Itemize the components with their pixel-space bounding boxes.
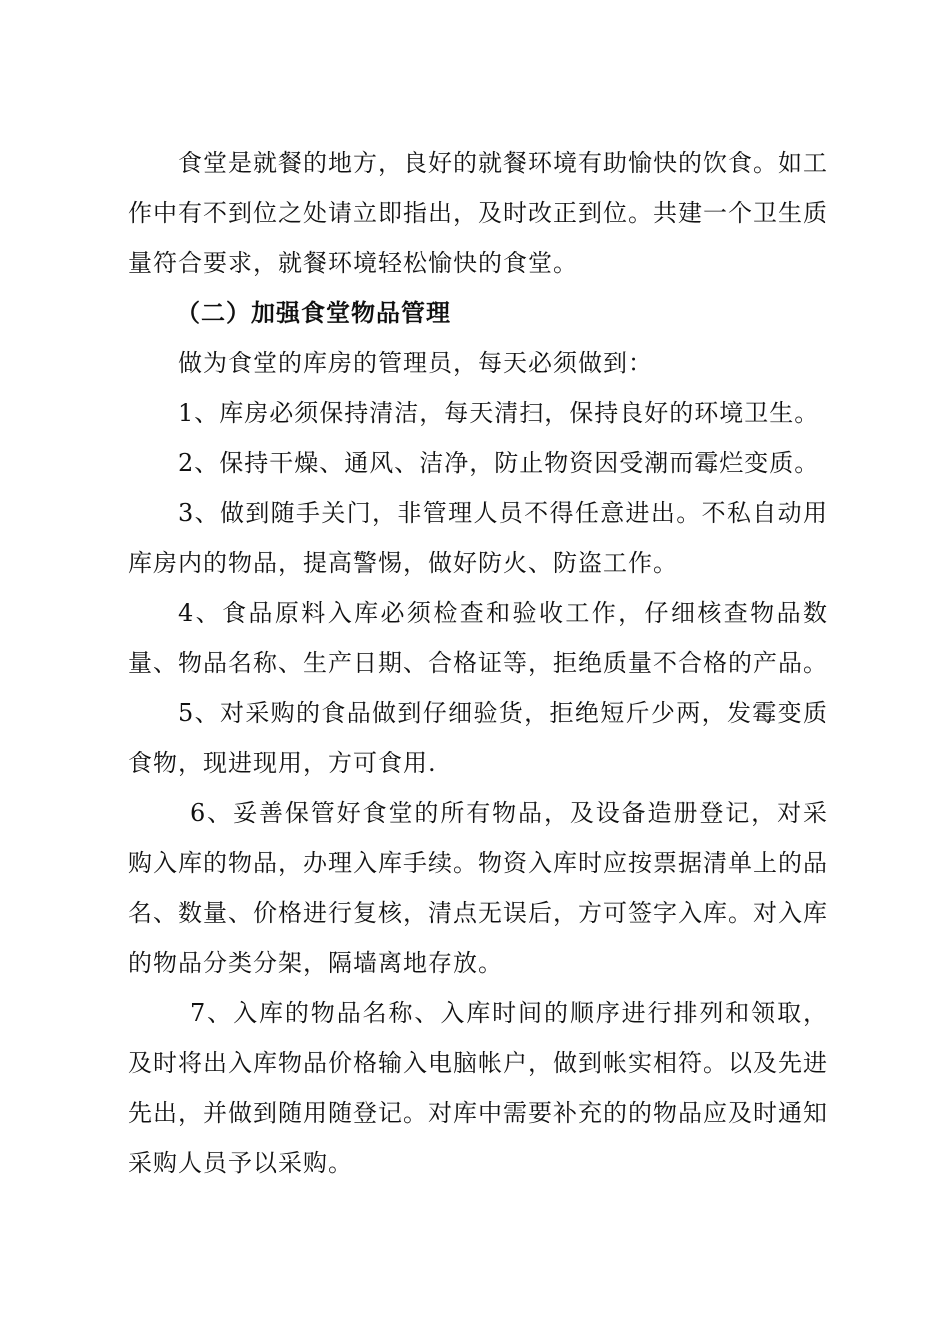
- list-item-3: 3、做到随手关门，非管理人员不得任意进出。不私自动用库房内的物品，提高警惕，做好防火、防盗工作。: [128, 499, 828, 577]
- list-item-2: 2、保持干燥、通风、洁净，防止物资因受潮而霉烂变质。: [178, 449, 820, 477]
- list-item-4: 4、食品原料入库必须检查和验收工作，仔细核查物品数量、物品名称、生产日期、合格证等，拒绝质量不合格的产品。: [128, 599, 828, 677]
- document-body: [128, 138, 828, 1188]
- list-item-5: 5、对采购的食品做到仔细验货，拒绝短斤少两，发霉变质食物，现进现用，方可食用.: [128, 699, 828, 777]
- paragraph-dining-environment: 食堂是就餐的地方，良好的就餐环境有助愉快的饮食。如工作中有不到位之处请立即指出，及时改正到位。共建一个卫生质量符合要求，就餐环境轻松愉快的食堂。: [128, 149, 828, 277]
- section-heading-storage-management: （二）加强食堂物品管理: [176, 299, 451, 327]
- list-item-7: 7、入库的物品名称、入库时间的顺序进行排列和领取，及时将出入库物品价格输入电脑帐户，做到帐实相符。以及先进先出，并做到随用随登记。对库中需要补充的的物品应及时通知采购人员予以采购。: [128, 999, 828, 1177]
- list-item-6: 6、妥善保管好食堂的所有物品，及设备造册登记，对采购入库的物品，办理入库手续。物资入库时应按票据清单上的品名、数量、价格进行复核，清点无误后，方可签字入库。对入库的物品分类分架，隔墙离地存放。: [128, 799, 828, 977]
- list-item-1: 1、库房必须保持清洁，每天清扫，保持良好的环境卫生。: [178, 399, 820, 427]
- paragraph-storeroom-duties-intro: 做为食堂的库房的管理员，每天必须做到：: [178, 349, 653, 377]
